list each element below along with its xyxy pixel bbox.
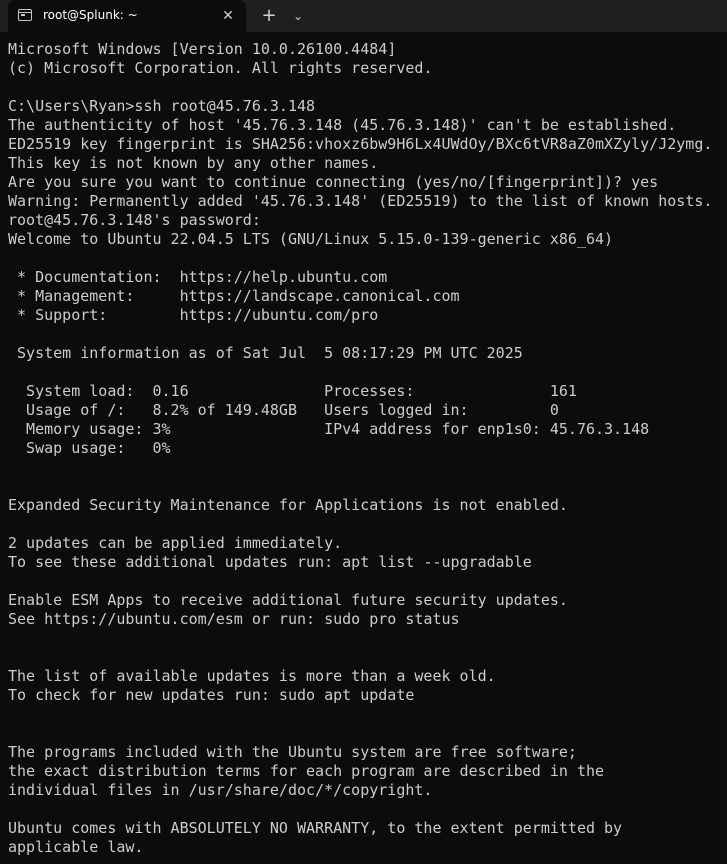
terminal-line: The list of available updates is more than a week old. — [8, 667, 496, 685]
terminal-line — [8, 477, 723, 496]
close-tab-button[interactable]: ✕ — [222, 8, 234, 24]
title-bar — [0, 0, 727, 32]
terminal-line: Memory usage: 3% IPv4 address for enp1s0: 45.76.3.148 — [8, 420, 650, 438]
terminal-line — [8, 648, 723, 667]
tab-dropdown-button[interactable]: ⌄ — [292, 9, 304, 23]
terminal-line — [8, 572, 723, 591]
terminal-line: This key is not known by any other names. — [8, 154, 379, 172]
terminal-line — [8, 800, 723, 819]
terminal-line: * Management: https://landscape.canonical.com — [8, 287, 460, 305]
terminal-line: the exact distribution terms for each program are described in the — [8, 762, 605, 780]
terminal-line: The programs included with the Ubuntu system are free software; — [8, 743, 577, 761]
terminal-line — [8, 629, 723, 648]
terminal-line: root@45.76.3.148's password: — [8, 211, 261, 229]
terminal-line — [8, 325, 723, 344]
terminal-line: Enable ESM Apps to receive additional future security updates. — [8, 591, 568, 609]
terminal-line — [8, 458, 723, 477]
terminal-line — [8, 363, 723, 382]
terminal-line: Microsoft Windows [Version 10.0.26100.4484] — [8, 40, 397, 58]
terminal-output[interactable] — [8, 40, 723, 857]
terminal-line: Usage of /: 8.2% of 149.48GB Users logged in: 0 — [8, 401, 559, 419]
terminal-line: System information as of Sat Jul 5 08:17:29 PM UTC 2025 — [8, 344, 523, 362]
terminal-line: applicable law. — [8, 838, 144, 856]
terminal-icon — [18, 9, 32, 21]
new-tab-button[interactable]: + — [261, 5, 277, 26]
terminal-line: * Support: https://ubuntu.com/pro — [8, 306, 379, 324]
terminal-line: To check for new updates run: sudo apt update — [8, 686, 415, 704]
terminal-line: 2 updates can be applied immediately. — [8, 534, 343, 552]
tab-title: root@Splunk: ~ — [43, 8, 138, 22]
terminal-line — [8, 724, 723, 743]
terminal-line — [8, 515, 723, 534]
terminal-line: Welcome to Ubuntu 22.04.5 LTS (GNU/Linux 5.15.0-139-generic x86_64) — [8, 230, 614, 248]
terminal-line — [8, 249, 723, 268]
terminal-line: See https://ubuntu.com/esm or run: sudo pro status — [8, 610, 460, 628]
terminal-line — [8, 705, 723, 724]
terminal-line: The authenticity of host '45.76.3.148 (45.76.3.148)' can't be established. — [8, 116, 677, 134]
terminal-line: Ubuntu comes with ABSOLUTELY NO WARRANTY, to the extent permitted by — [8, 819, 623, 837]
terminal-line: System load: 0.16 Processes: 161 — [8, 382, 577, 400]
terminal-line: C:\Users\Ryan>ssh root@45.76.3.148 — [8, 97, 316, 115]
terminal-line: (c) Microsoft Corporation. All rights reserved. — [8, 59, 433, 77]
tab-root-splunk[interactable] — [8, 0, 246, 32]
terminal-line: * Documentation: https://help.ubuntu.com — [8, 268, 388, 286]
terminal-line: Expanded Security Maintenance for Applications is not enabled. — [8, 496, 568, 514]
terminal-line: ED25519 key fingerprint is SHA256:vhoxz6bw9H6Lx4UWdOy/BXc6tVR8aZ0mXZyly/J2ymg. — [8, 135, 713, 153]
terminal-line: To see these additional updates run: apt list --upgradable — [8, 553, 532, 571]
terminal-line: Warning: Permanently added '45.76.3.148' (ED25519) to the list of known hosts. — [8, 192, 713, 210]
terminal-line: Are you sure you want to continue connecting (yes/no/[fingerprint])? yes — [8, 173, 659, 191]
terminal-line — [8, 78, 723, 97]
terminal-line: individual files in /usr/share/doc/*/copyright. — [8, 781, 433, 799]
terminal-line: Swap usage: 0% — [8, 439, 171, 457]
